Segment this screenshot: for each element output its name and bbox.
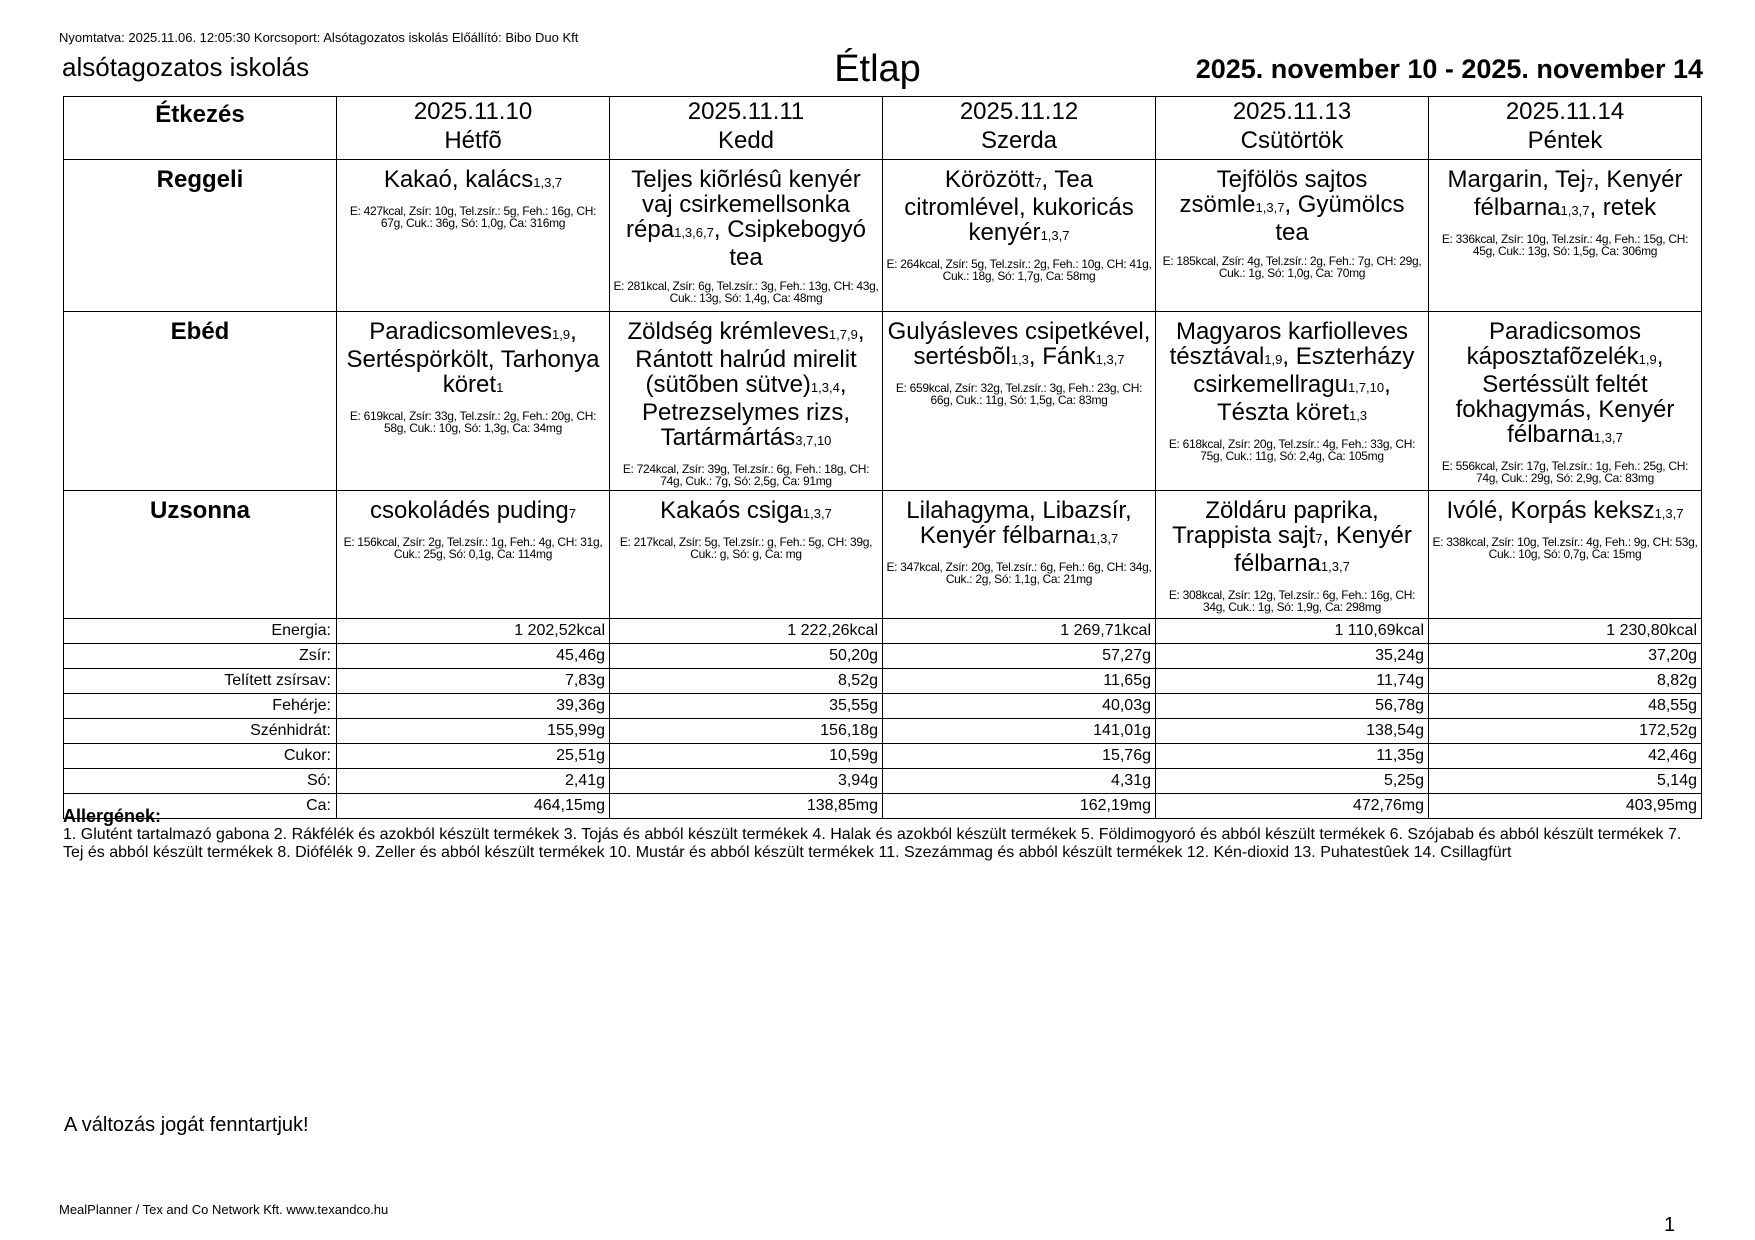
summary-value: 40,03g <box>883 694 1156 719</box>
summary-value: 1 110,69kcal <box>1156 619 1429 644</box>
dish-text: , Csipkebogyó tea <box>713 216 866 271</box>
summary-value: 57,27g <box>883 644 1156 669</box>
summary-value: 172,52g <box>1429 719 1702 744</box>
nutrition-info: E: 347kcal, Zsír: 20g, Tel.zsír.: 6g, Feh.: 6g, CH: 34g, Cuk.: 2g, Só: 1,1g, Ca: 21mg <box>886 560 1152 586</box>
meal-cell <box>1429 160 1702 312</box>
summary-value: 1 222,26kcal <box>610 619 883 644</box>
day-header-2 <box>883 97 1156 160</box>
dish-name <box>610 491 882 526</box>
day-name: Szerda <box>980 127 1058 154</box>
day-header-3 <box>1156 97 1429 160</box>
allergen-codes: 1,3,4 <box>810 380 840 395</box>
page-number: 1 <box>1664 1214 1676 1236</box>
meal-row-ebed <box>64 312 1702 491</box>
dish-text: Magyaros karfiolleves tésztával <box>1169 318 1409 370</box>
allergen-codes: 1,7,9 <box>828 327 858 342</box>
nutrition-info: E: 338kcal, Zsír: 10g, Tel.zsír.: 4g, Feh.: 9g, CH: 53g, Cuk.: 10g, Só: 0,7g, Ca: 15mg <box>1432 535 1698 561</box>
corner-label: Étkezés <box>64 97 337 160</box>
nutrition-info: E: 156kcal, Zsír: 2g, Tel.zsír.: 1g, Feh.: 4g, CH: 31g, Cuk.: 25g, Só: 0,1g, Ca: 114mg <box>343 535 603 561</box>
disclaimer: A változás jogát fenntartjuk! <box>64 1114 309 1136</box>
allergens-list: 1. Glutént tartalmazó gabona 2. Rákfélék és azokból készült termékek 3. Tojás és abból készült termékek 4. Halak és azokból készült termékek 5. Földimogyoró és abból készült termékek 6. Szójabab és abból készült termékek 7. Tej és abból készült termékek 8. Diófélék 9. Zeller és abból készült termékek 10. Mustár és abból készült termékek 11. Szezámmag és abból készült termékek 12. Kén-dioxid 13. Puhatestûek 14. Csillagfürt <box>63 826 1682 861</box>
allergen-codes: 7 <box>1585 175 1594 190</box>
summary-value: 11,74g <box>1156 669 1429 694</box>
summary-value: 3,94g <box>610 769 883 794</box>
summary-value: 1 202,52kcal <box>337 619 610 644</box>
summary-value: 155,99g <box>337 719 610 744</box>
meal-cell <box>337 160 610 312</box>
summary-value: 472,76mg <box>1156 794 1429 819</box>
summary-value: 56,78g <box>1156 694 1429 719</box>
allergen-codes: 1,3,7 <box>1255 200 1285 215</box>
dish-text: , Tészta köret <box>1216 371 1391 426</box>
allergen-codes: 1,3,6,7 <box>674 225 714 240</box>
day-name: Csütörtök <box>1240 127 1344 154</box>
summary-value: 1 230,80kcal <box>1429 619 1702 644</box>
summary-row <box>64 644 1702 669</box>
dish-name <box>1156 491 1428 579</box>
dish-name <box>1429 491 1701 526</box>
meal-cell <box>1156 491 1429 619</box>
dish-text: Paradicsomos káposztafõzelék <box>1466 318 1642 370</box>
allergens-title: Allergének: <box>63 806 162 826</box>
day-name: Péntek <box>1527 127 1603 154</box>
summary-label: Szénhidrát: <box>64 719 337 744</box>
allergen-codes: 1,3 <box>1348 408 1368 423</box>
nutrition-info: E: 264kcal, Zsír: 5g, Tel.zsír.: 2g, Feh.: 10g, CH: 41g, Cuk.: 18g, Só: 1,7g, Ca: 58mg <box>886 257 1152 283</box>
meal-cell <box>610 312 883 491</box>
dish-text: , Kenyér félbarna <box>1234 522 1412 577</box>
summary-value: 11,65g <box>883 669 1156 694</box>
day-header-row <box>64 97 1702 160</box>
summary-value: 45,46g <box>337 644 610 669</box>
meal-label: Ebéd <box>64 312 337 491</box>
nutrition-info: E: 185kcal, Zsír: 4g, Tel.zsír.: 2g, Feh.: 7g, CH: 29g, Cuk.: 1g, Só: 1,0g, Ca: 70mg <box>1162 254 1422 280</box>
summary-row <box>64 719 1702 744</box>
summary-value: 464,15mg <box>337 794 610 819</box>
allergen-codes: 1,9 <box>1638 352 1657 367</box>
meal-cell <box>883 160 1156 312</box>
meal-cell <box>337 491 610 619</box>
dish-text: Kakaós csiga <box>660 497 803 524</box>
summary-value: 50,20g <box>610 644 883 669</box>
meal-cell <box>1429 312 1702 491</box>
allergen-codes: 1 <box>496 380 504 395</box>
summary-row <box>64 769 1702 794</box>
summary-value: 141,01g <box>883 719 1156 744</box>
dish-name <box>883 160 1155 248</box>
dish-name <box>610 312 882 453</box>
nutrition-info: E: 724kcal, Zsír: 39g, Tel.zsír.: 6g, Feh.: 18g, CH: 74g, Cuk.: 7g, Só: 2,5g, Ca: 91mg <box>622 462 870 488</box>
dish-name <box>883 491 1155 551</box>
meal-cell <box>337 312 610 491</box>
summary-row <box>64 694 1702 719</box>
dish-name <box>610 160 882 270</box>
summary-label: Energia: <box>64 619 337 644</box>
date-range: 2025. november 10 - 2025. november 14 <box>1195 54 1703 84</box>
summary-value: 37,20g <box>1429 644 1702 669</box>
summary-value: 5,14g <box>1429 769 1702 794</box>
meal-cell <box>883 312 1156 491</box>
allergen-codes: 1,3,7 <box>802 506 832 521</box>
dish-text: Zöldáru paprika, Trappista sajt <box>1172 497 1379 549</box>
nutrition-info: E: 659kcal, Zsír: 32g, Tel.zsír.: 3g, Feh.: 23g, CH: 66g, Cuk.: 11g, Só: 1,5g, Ca: 83mg <box>895 381 1143 407</box>
summary-row <box>64 669 1702 694</box>
dish-text: csokoládés puding <box>369 497 569 524</box>
meal-cell <box>610 491 883 619</box>
dish-text: Teljes kiõrlésû kenyér vaj csirkemellsonka répa <box>626 166 861 243</box>
nutrition-info: E: 618kcal, Zsír: 20g, Tel.zsír.: 4g, Feh.: 33g, CH: 75g, Cuk.: 11g, Só: 2,4g, Ca: 105mg <box>1168 437 1416 463</box>
allergen-codes: 1,3,7 <box>1095 352 1125 367</box>
summary-value: 4,31g <box>883 769 1156 794</box>
dish-text: , Petrezselymes rizs, Tartármártás <box>641 371 851 451</box>
dish-name <box>1429 160 1701 223</box>
allergen-codes: 7 <box>1315 531 1323 546</box>
dish-name <box>337 160 609 195</box>
meal-cell <box>1156 160 1429 312</box>
allergen-codes: 3,7,10 <box>795 433 832 448</box>
dish-text: , Sertéspörkölt, Tarhonya köret <box>346 318 600 398</box>
day-date: 2025.11.13 <box>1232 98 1352 125</box>
meal-cell <box>883 491 1156 619</box>
summary-value: 403,95mg <box>1429 794 1702 819</box>
day-date: 2025.11.10 <box>413 98 533 125</box>
allergen-codes: 1,3,7 <box>1654 506 1684 521</box>
day-header-1 <box>610 97 883 160</box>
summary-value: 8,82g <box>1429 669 1702 694</box>
nutrition-info: E: 619kcal, Zsír: 33g, Tel.zsír.: 2g, Feh.: 20g, CH: 58g, Cuk.: 10g, Só: 1,3g, Ca: 34mg <box>349 409 597 435</box>
dish-text: Margarin, Tej <box>1447 166 1586 193</box>
allergen-codes: 1,3,7 <box>1560 203 1590 218</box>
audience-label: alsótagozatos iskolás <box>62 52 310 82</box>
dish-text: , Tea citromlével, kukoricás kenyér <box>904 166 1134 246</box>
summary-value: 138,54g <box>1156 719 1429 744</box>
summary-row <box>64 619 1702 644</box>
meal-cell <box>610 160 883 312</box>
dish-text: , Sertéssült feltét fokhagymás, Kenyér félbarna <box>1455 343 1675 448</box>
summary-value: 5,25g <box>1156 769 1429 794</box>
allergen-codes: 1,3,7 <box>1040 228 1070 243</box>
summary-value: 1 269,71kcal <box>883 619 1156 644</box>
summary-value: 2,41g <box>337 769 610 794</box>
summary-label: Zsír: <box>64 644 337 669</box>
summary-value: 138,85mg <box>610 794 883 819</box>
page-title: Étlap <box>834 48 921 90</box>
dish-text: Paradicsomleves <box>369 318 552 345</box>
dish-name <box>1156 160 1428 245</box>
dish-text: Körözött <box>944 166 1035 193</box>
summary-value: 42,46g <box>1429 744 1702 769</box>
allergen-codes: 7 <box>568 506 577 521</box>
meal-row-uzsonna <box>64 491 1702 619</box>
dish-text: Zöldség krémleves <box>627 318 829 345</box>
summary-row <box>64 744 1702 769</box>
summary-value: 25,51g <box>337 744 610 769</box>
summary-value: 35,24g <box>1156 644 1429 669</box>
day-header-0 <box>337 97 610 160</box>
summary-label: Ca: <box>64 794 337 819</box>
dish-text: , Rántott halrúd mirelit (sütõben sütve) <box>635 318 865 398</box>
footer-credit: MealPlanner / Tex and Co Network Kft. www.texandco.hu <box>59 1202 389 1217</box>
summary-row <box>64 794 1702 819</box>
summary-value: 162,19mg <box>883 794 1156 819</box>
dish-text: Gulyásleves csipetkével, sertésbõl <box>887 318 1151 370</box>
dish-text: , Eszterházy csirkemellragu <box>1193 343 1415 398</box>
summary-value: 39,36g <box>337 694 610 719</box>
day-date: 2025.11.11 <box>687 98 805 125</box>
dish-name <box>1156 312 1428 428</box>
summary-value: 10,59g <box>610 744 883 769</box>
printed-info: Nyomtatva: 2025.11.06. 12:05:30 Korcsoport: Alsótagozatos iskolás Előállító: Bibo Duo Kft <box>59 30 579 45</box>
allergen-codes: 1,3,7 <box>533 175 563 190</box>
allergen-codes: 1,3,7 <box>1593 430 1623 445</box>
dish-name <box>337 491 609 526</box>
dish-text: , Kenyér félbarna <box>1473 166 1683 221</box>
day-date: 2025.11.14 <box>1505 98 1625 125</box>
dish-text: , Fánk <box>1028 343 1096 370</box>
dish-text: Lilahagyma, Libazsír, Kenyér félbarna <box>906 497 1132 549</box>
nutrition-info: E: 281kcal, Zsír: 6g, Tel.zsír.: 3g, Feh.: 13g, CH: 43g, Cuk.: 13g, Só: 1,4g, Ca: 48mg <box>613 279 879 305</box>
dish-text: Tejfölös sajtos zsömle <box>1179 166 1368 218</box>
nutrition-info: E: 308kcal, Zsír: 12g, Tel.zsír.: 6g, Feh.: 16g, CH: 34g, Cuk.: 1g, Só: 1,9g, Ca: 298mg <box>1168 588 1416 614</box>
dish-text: , retek <box>1589 194 1657 221</box>
nutrition-info: E: 336kcal, Zsír: 10g, Tel.zsír.: 4g, Feh.: 15g, CH: 45g, Cuk.: 13g, Só: 1,5g, Ca: 306mg <box>1441 232 1689 258</box>
day-header-4 <box>1429 97 1702 160</box>
meal-label: Uzsonna <box>64 491 337 619</box>
nutrition-info: E: 556kcal, Zsír: 17g, Tel.zsír.: 1g, Feh.: 25g, CH: 74g, Cuk.: 29g, Só: 2,9g, Ca: 83mg <box>1441 459 1689 485</box>
summary-value: 35,55g <box>610 694 883 719</box>
meal-label: Reggeli <box>64 160 337 312</box>
allergen-codes: 1,3 <box>1010 352 1029 367</box>
dish-name <box>337 312 609 400</box>
dish-text: Kakaó, kalács <box>383 166 534 193</box>
summary-label: Só: <box>64 769 337 794</box>
allergen-codes: 1,9 <box>552 327 571 342</box>
dish-name <box>883 312 1155 372</box>
nutrition-info: E: 427kcal, Zsír: 10g, Tel.zsír.: 5g, Feh.: 16g, CH: 67g, Cuk.: 36g, Só: 1,0g, Ca: 316mg <box>349 204 597 230</box>
summary-value: 7,83g <box>337 669 610 694</box>
dish-name <box>1429 312 1701 450</box>
summary-value: 15,76g <box>883 744 1156 769</box>
dish-text: Ivólé, Korpás keksz <box>1446 497 1655 524</box>
meal-cell <box>1429 491 1702 619</box>
allergen-codes: 7 <box>1034 175 1042 190</box>
allergen-codes: 1,7,10 <box>1347 380 1385 395</box>
summary-value: 48,55g <box>1429 694 1702 719</box>
summary-label: Cukor: <box>64 744 337 769</box>
summary-value: 156,18g <box>610 719 883 744</box>
meal-cell <box>1156 312 1429 491</box>
meal-row-reggeli <box>64 160 1702 312</box>
summary-label: Fehérje: <box>64 694 337 719</box>
allergen-codes: 1,9 <box>1264 352 1283 367</box>
nutrition-info: E: 217kcal, Zsír: 5g, Tel.zsír.: g, Feh.: 5g, CH: 39g, Cuk.: g, Só: g, Ca: mg <box>619 535 873 561</box>
day-date: 2025.11.12 <box>959 98 1079 125</box>
day-name: Kedd <box>717 127 775 154</box>
dish-text: , Gyümölcs tea <box>1275 191 1405 246</box>
allergen-codes: 1,3,7 <box>1320 559 1350 574</box>
menu-table <box>63 96 1702 819</box>
summary-value: 11,35g <box>1156 744 1429 769</box>
summary-label: Telített zsírsav: <box>64 669 337 694</box>
summary-value: 8,52g <box>610 669 883 694</box>
allergen-codes: 1,3,7 <box>1089 531 1119 546</box>
day-name: Hétfõ <box>444 127 502 154</box>
